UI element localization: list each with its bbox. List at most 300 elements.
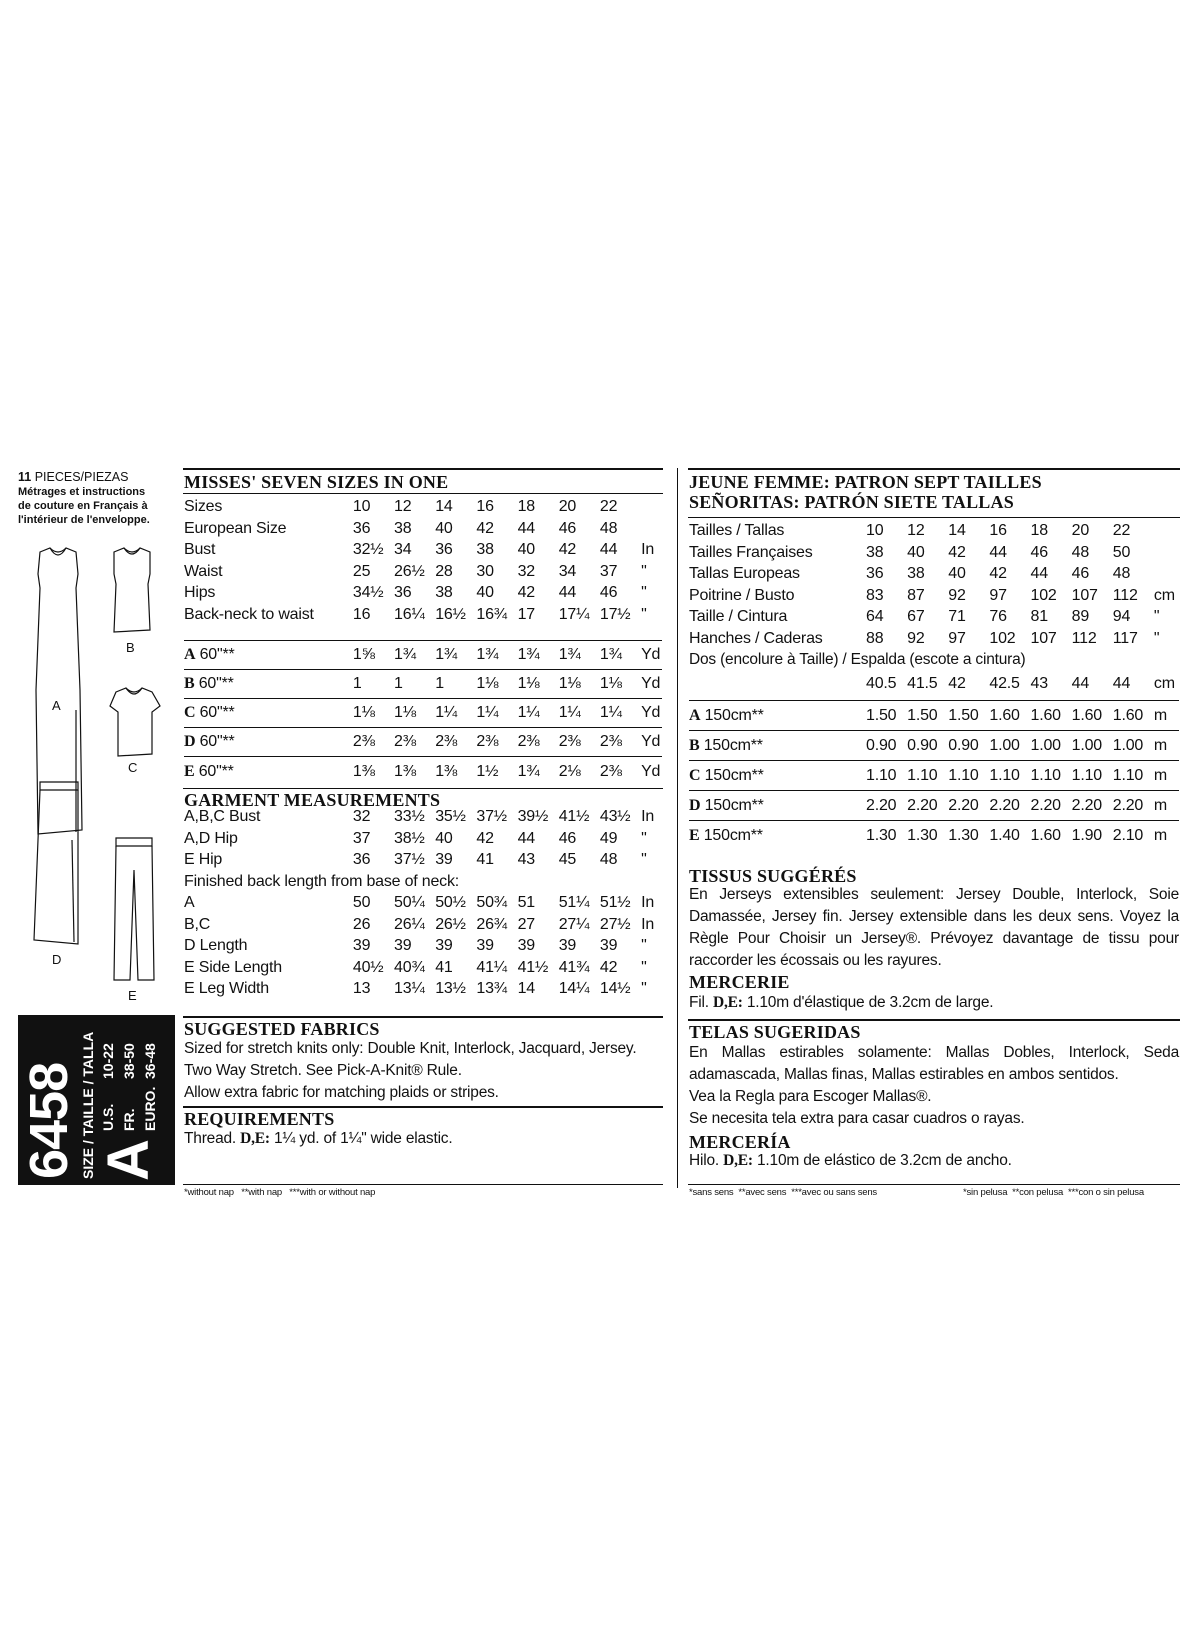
size-value: 45: [558, 851, 577, 868]
unit: Yd: [641, 762, 661, 780]
dos-label: Dos (encolure à Taille) / Espalda (escote a cintura): [689, 651, 1026, 668]
size-value: 1.60: [1030, 827, 1061, 844]
size-value: 25: [352, 562, 371, 580]
size-value: 41½: [558, 808, 590, 825]
size-value: 89: [1071, 608, 1090, 625]
unit: Yd: [641, 646, 661, 664]
size-value: 48: [1112, 565, 1131, 582]
size-value: 40: [476, 584, 494, 601]
size-value: 16½: [435, 605, 466, 623]
size-value: 13: [352, 980, 371, 997]
size-value: 1⅛: [558, 675, 581, 693]
unit: cm: [1153, 675, 1175, 692]
size-value: 102: [989, 629, 1016, 647]
view-letter: B: [184, 675, 195, 693]
size-value: 44: [517, 829, 535, 847]
view-c-tee-icon: [110, 688, 160, 756]
size-value: 39: [435, 937, 453, 954]
size-value: 46: [599, 584, 618, 601]
size-value: 20: [558, 498, 577, 515]
unit: ": [641, 958, 647, 976]
size-value: 1¼: [435, 704, 458, 722]
unit: m: [1153, 766, 1168, 784]
measurement-row: [184, 539, 662, 561]
size-value: 112: [1112, 586, 1138, 604]
size-value: 2.20: [989, 796, 1020, 814]
row-label: A,B,C Bust: [184, 808, 261, 825]
requirements-text: Thread. D,E: 1¼ yd. of 1¼" wide elastic.: [184, 1130, 453, 1147]
unit: [1154, 542, 1179, 564]
size-value: 16: [352, 605, 371, 623]
size-value: 10: [866, 522, 884, 539]
size-value: 13½: [435, 980, 466, 997]
size-value: 34½: [352, 584, 384, 601]
size-value: 2.20: [1112, 796, 1144, 814]
size-value: 17¼: [558, 605, 590, 623]
unit: ": [1153, 608, 1160, 625]
garment-measurements-table: [184, 806, 662, 1000]
french-title-rule: [688, 517, 1180, 518]
size-value: 10: [352, 498, 371, 515]
size-value: 40: [435, 519, 453, 537]
row-label: [689, 673, 866, 695]
row-label: [184, 670, 353, 699]
garment-row: [184, 978, 662, 1000]
row-label: E Leg Width: [184, 980, 269, 997]
size-value: 2⅜: [558, 733, 581, 751]
unit: In: [641, 808, 655, 825]
row-label: European Size: [184, 519, 287, 537]
size-value: 88: [866, 629, 884, 647]
pieces-heading: [18, 470, 178, 484]
french-footnote: *sans sens **avec sens ***avec ou sans sens: [689, 1187, 877, 1198]
size-value: 42: [948, 543, 966, 561]
unit: ": [641, 562, 647, 580]
size-value: 44: [989, 543, 1007, 561]
size-value: 1.40: [989, 827, 1020, 844]
size-value: 44: [558, 584, 577, 601]
size-value: 46: [1030, 543, 1048, 561]
size-value: 26: [352, 915, 371, 933]
telas-title: TELAS SUGERIDAS: [689, 1022, 861, 1042]
unit: m: [1153, 796, 1168, 814]
unit: cm: [1153, 586, 1175, 604]
size-value: 34: [558, 562, 577, 580]
view-letter: C: [689, 766, 701, 784]
size-value: 1¾: [517, 762, 540, 780]
view-label-d: D: [52, 952, 62, 967]
size-value: 1⅛: [599, 675, 622, 693]
french-body-measurements: [689, 520, 1179, 649]
row-label: Back-neck to waist: [184, 605, 314, 623]
size-value: 1.30: [866, 827, 897, 844]
size-value: 16¾: [476, 605, 507, 623]
row-label: E Side Length: [184, 958, 282, 976]
row-label: A: [184, 894, 195, 911]
english-yardage-table: [184, 640, 662, 786]
unit: [641, 518, 662, 540]
size-value: 32½: [352, 541, 384, 558]
size-value: 49: [599, 829, 618, 847]
measurement-row: [689, 542, 1179, 564]
size-value: 14½: [599, 980, 631, 997]
size-value: 40: [435, 829, 453, 847]
fabric-width: 150cm**: [700, 796, 764, 814]
row-label: Poitrine / Busto: [689, 586, 795, 604]
size-value: 2.20: [1030, 796, 1061, 814]
merceria-title: MERCERÍA: [689, 1132, 791, 1152]
size-value: 92: [907, 629, 925, 647]
size-value: 1.00: [989, 736, 1020, 754]
size-value: 13¼: [394, 980, 425, 997]
size-value: 1⅜: [352, 762, 375, 780]
size-value: 1.10: [866, 766, 897, 784]
size-value: 43: [1030, 675, 1048, 692]
requirements-title: REQUIREMENTS: [184, 1109, 335, 1129]
size-value: 2⅜: [352, 733, 375, 751]
row-label: Hanches / Caderas: [689, 629, 823, 647]
row-label: [689, 761, 866, 791]
fabric-width: 150cm**: [700, 766, 764, 784]
size-value: 97: [948, 629, 966, 647]
size-value: 112: [1071, 629, 1097, 647]
size-value: 39: [476, 937, 494, 954]
size-value: 1⅝: [352, 646, 375, 664]
size-value: 13¾: [476, 980, 507, 997]
garment-row: [184, 935, 662, 957]
size-value: 1.30: [907, 827, 938, 844]
row-label: Hips: [184, 584, 216, 601]
unit: In: [641, 894, 655, 911]
size-value: 38½: [394, 829, 425, 847]
view-letter: E: [184, 762, 195, 780]
size-value: 0.90: [907, 736, 938, 754]
size-value: 37½: [394, 851, 425, 868]
yardage-row: [184, 728, 662, 757]
row-label: Taille / Cintura: [689, 608, 788, 625]
yardage-row: [689, 761, 1179, 791]
dos-row: [689, 673, 1179, 695]
size-value: 50½: [435, 894, 466, 911]
size-value: 41: [476, 851, 494, 868]
fabric-width: 150cm**: [699, 736, 763, 754]
size-value: 102: [1030, 586, 1057, 604]
size-value: 64: [866, 608, 884, 625]
size-value: 44: [517, 519, 535, 537]
fabric-width: 60"**: [194, 675, 234, 693]
size-value: 1¾: [435, 646, 458, 664]
row-label: D Length: [184, 937, 248, 954]
size-value: 42: [517, 584, 535, 601]
yardage-row: [689, 821, 1179, 851]
size-value: 51: [517, 894, 535, 911]
size-value: 26½: [435, 915, 466, 933]
size-value: 27: [517, 915, 535, 933]
yardage-row: [184, 641, 662, 670]
size-value: 94: [1112, 608, 1131, 625]
size-value: 83: [866, 586, 884, 604]
unit: Yd: [641, 704, 661, 722]
measurement-row: [184, 582, 662, 604]
size-value: 2⅜: [476, 733, 499, 751]
size-value: 18: [517, 498, 535, 515]
size-value: 1¼: [476, 704, 499, 722]
size-value: 41.5: [907, 675, 938, 692]
size-value: 2⅜: [394, 733, 416, 751]
column-divider: [677, 468, 678, 1188]
size-value: 39: [517, 937, 535, 954]
size-value: 39½: [517, 808, 549, 825]
size-value: 81: [1030, 608, 1048, 625]
size-value: 42: [558, 541, 577, 558]
fabric-width: 150cm**: [699, 827, 763, 844]
fabrics-top-rule: [183, 1016, 663, 1018]
size-value: 1.60: [989, 706, 1020, 724]
size-value: 1¾: [394, 646, 416, 664]
unit: ": [641, 829, 647, 847]
size-value: 37: [352, 829, 371, 847]
size-value: 36: [435, 541, 453, 558]
size-value: 2⅜: [435, 733, 458, 751]
telas-text: En Mallas estirables solamente: Mallas Dobles, Interlock, Seda adamascada, Mallas finas, Mallas estirables en ambos sentidos. Vea la Regla para Escoger Mallas®. Se necesita tela extra para casar cuadros o rayas.: [689, 1044, 1179, 1127]
size-value: 51¼: [558, 894, 590, 911]
size-value: 34: [394, 541, 412, 558]
size-value: 42.5: [989, 675, 1020, 692]
size-value: 42: [989, 565, 1007, 582]
size-value: 2⅜: [599, 733, 622, 751]
size-value: 38: [476, 541, 494, 558]
garment-row: [184, 828, 662, 850]
size-value: 1.90: [1071, 827, 1102, 844]
garment-row: [184, 806, 662, 828]
size-value: 32: [352, 808, 371, 825]
fabrics-text: Sized for stretch knits only: Double Knit, Interlock, Jacquard, Jersey. Two Way Stretch. See Pick-A-Knit® Rule. Allow extra fabric for matching plaids or stripes.: [184, 1040, 637, 1101]
size-value: 1.50: [866, 706, 897, 724]
row-label: [184, 641, 353, 670]
measurement-row: [184, 561, 662, 583]
english-bottom-rule: [183, 1184, 663, 1185]
mercerie-title: MERCERIE: [689, 972, 790, 992]
garment-row: [184, 849, 662, 871]
size-value: 38: [394, 519, 412, 537]
pattern-number: 6458: [19, 1062, 79, 1179]
yardage-row: [689, 701, 1179, 731]
size-value: 71: [948, 608, 966, 625]
telas-top-rule: [688, 1019, 1180, 1021]
size-value: 1¾: [558, 646, 581, 664]
size-value: 1⅜: [435, 762, 458, 780]
size-value: 36: [866, 565, 884, 582]
row-label: Bust: [184, 541, 216, 558]
size-value: 1⅛: [352, 704, 375, 722]
size-value: 48: [1071, 543, 1090, 561]
size-value: 1¼: [517, 704, 540, 722]
size-code: A: [96, 1139, 161, 1181]
size-value: 44: [1071, 675, 1090, 692]
row-label: Finished back length from base of neck:: [184, 872, 460, 890]
row-label: B,C: [184, 915, 211, 933]
size-value: 1½: [476, 762, 499, 780]
size-value: 26¾: [476, 915, 507, 933]
unit: ": [641, 937, 647, 954]
size-value: 1.00: [1030, 736, 1061, 754]
spanish-title-2: SEÑORITAS: PATRÓN SIETE TALLAS: [689, 492, 1014, 512]
size-value: 50: [1112, 543, 1131, 561]
size-value: 2.10: [1112, 827, 1144, 844]
fabric-width: 150cm**: [700, 706, 764, 724]
size-value: 67: [907, 608, 925, 625]
size-value: 1: [435, 675, 444, 693]
row-label: E Hip: [184, 851, 223, 868]
size-value: 37½: [476, 808, 507, 825]
yardage-row: [184, 670, 662, 699]
size-value: 92: [948, 586, 966, 604]
size-rows: U.S.10-22 FR.38-50 EURO.36-48: [100, 1043, 158, 1131]
size-value: 28: [435, 562, 453, 580]
garment-row: [184, 914, 662, 936]
unit: In: [641, 915, 655, 933]
size-value: 2.20: [907, 796, 938, 814]
size-value: 44: [1030, 565, 1048, 582]
size-value: 39: [599, 937, 618, 954]
french-title-1: JEUNE FEMME: PATRON SEPT TAILLES: [689, 472, 1042, 492]
mercerie-text: Fil. D,E: 1.10m d'élastique de 3.2cm de large.: [689, 994, 994, 1011]
row-label: Tailles / Tallas: [689, 522, 785, 539]
unit: ": [1153, 629, 1160, 647]
size-value: 2⅛: [558, 762, 581, 780]
garment-row: [184, 957, 662, 979]
view-letter: A: [184, 646, 196, 664]
french-note: Métrages et instructions de couture en Français à l'intérieur de l'enveloppe.: [18, 486, 150, 526]
view-a-dress-icon: [36, 548, 82, 834]
size-value: 14: [517, 980, 535, 997]
unit: ": [641, 605, 647, 623]
size-value: 1.50: [948, 706, 979, 724]
english-title: MISSES' SEVEN SIZES IN ONE: [184, 472, 449, 492]
size-value: 39: [352, 937, 371, 954]
size-value: 0.90: [948, 736, 979, 754]
size-value: 1¾: [599, 646, 622, 664]
size-value: 40: [948, 565, 966, 582]
size-value: 18: [1030, 522, 1048, 539]
size-value: 41¼: [476, 958, 507, 976]
fabric-width: 60"**: [194, 762, 234, 780]
row-label: [689, 821, 866, 851]
unit: Yd: [641, 733, 661, 751]
size-value: 41½: [517, 958, 549, 976]
size-value: 20: [1071, 522, 1090, 539]
size-value: 44: [599, 541, 618, 558]
size-value: 1.50: [907, 706, 938, 724]
fabrics-title: SUGGESTED FABRICS: [184, 1019, 380, 1039]
size-value: 42: [599, 958, 618, 976]
english-footnote: *without nap **with nap ***with or without nap: [184, 1187, 376, 1198]
size-value: 107: [1030, 629, 1057, 647]
size-value: 12: [907, 522, 925, 539]
size-value: 38: [866, 543, 884, 561]
size-value: 27½: [599, 915, 631, 933]
size-value: 40½: [352, 958, 384, 976]
tissus-text: En Jerseys extensibles seulement: Jersey Double, Interlock, Soie Damassée, Jersey fin. Jersey extensible dans les deux sens. Voyez la Règle Pour Choisir un Jersey®. Prévoyez davantage de tissu pour raccorder les écossais ou les rayures.: [689, 886, 1179, 969]
measurement-row: [184, 518, 662, 540]
yardage-row: [689, 731, 1179, 761]
size-value: 1.10: [1112, 766, 1144, 784]
measurement-row: [184, 496, 662, 518]
view-letter: B: [689, 736, 700, 754]
french-yardage-table: [689, 700, 1179, 851]
fabric-width: 60"**: [195, 733, 235, 751]
unit: [641, 496, 662, 518]
size-value: 44: [1112, 675, 1131, 692]
size-value: 16: [989, 522, 1007, 539]
size-value: 38: [907, 565, 925, 582]
size-value: 33½: [394, 808, 425, 825]
english-title-rule: [183, 493, 663, 494]
row-label: [184, 757, 353, 786]
size-value: 17½: [599, 605, 631, 623]
row-label: [184, 728, 353, 757]
unit: Yd: [641, 675, 661, 693]
size-value: 27¼: [558, 915, 590, 933]
french-top-rule: [688, 468, 1180, 470]
measurement-row: [184, 604, 662, 626]
size-value: 40: [907, 543, 925, 561]
size-value: 1: [394, 675, 403, 693]
size-value: 41¾: [558, 958, 590, 976]
garment-top-rule: [183, 788, 663, 789]
row-label: Waist: [184, 562, 223, 580]
view-letter: D: [184, 733, 196, 751]
unit: m: [1153, 706, 1168, 724]
row-label: [689, 701, 866, 731]
garment-illustrations: [18, 540, 178, 1010]
view-e-pants-icon: [114, 838, 154, 980]
yardage-row: [689, 791, 1179, 821]
unit: ": [641, 980, 647, 997]
size-value: 1.10: [948, 766, 979, 784]
size-value: 17: [517, 605, 535, 623]
size-value: 1.10: [1071, 766, 1102, 784]
row-label: Tailles Françaises: [689, 543, 813, 561]
size-value: 39: [435, 851, 453, 868]
size-value: 39: [394, 937, 412, 954]
unit: [1154, 520, 1179, 542]
size-value: 1.60: [1112, 706, 1144, 724]
size-value: 16: [476, 498, 494, 515]
size-value: 1¾: [517, 646, 540, 664]
size-value: 37: [599, 562, 618, 580]
view-letter: E: [689, 827, 700, 844]
size-value: 1⅜: [394, 762, 416, 780]
size-value: 22: [599, 498, 618, 515]
measurement-row: [689, 585, 1179, 607]
size-value: 36: [352, 519, 371, 537]
size-value: 50¾: [476, 894, 507, 911]
size-value: 1.00: [1071, 736, 1102, 754]
size-value: 76: [989, 608, 1007, 625]
view-letter: A: [689, 706, 701, 724]
measurement-row: [689, 563, 1179, 585]
size-value: 26½: [394, 562, 425, 580]
size-value: 35½: [435, 808, 466, 825]
view-d-skirt-icon: [34, 782, 78, 944]
size-value: 1¼: [599, 704, 622, 722]
view-b-top-icon: [114, 548, 150, 632]
unit: ": [641, 584, 647, 601]
size-value: 1: [352, 675, 362, 693]
yardage-row: [184, 757, 662, 786]
size-value: 1.00: [1112, 736, 1144, 754]
